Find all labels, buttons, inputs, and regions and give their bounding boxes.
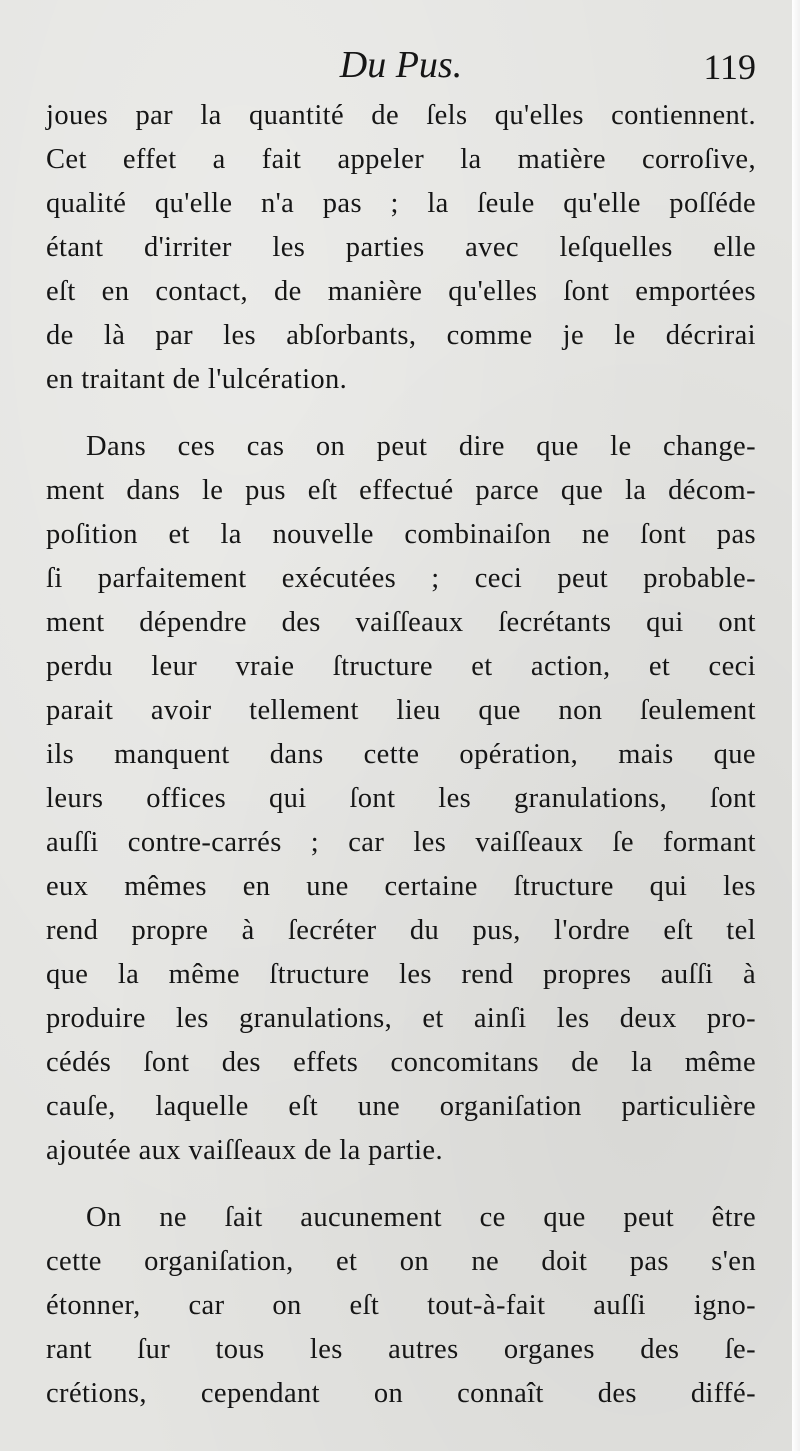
text-line: eux mêmes en une certaine ſtructure qui les xyxy=(46,871,756,902)
body-text xyxy=(46,94,756,1416)
text-line: cauſe, laquelle eſt une organiſation particulière xyxy=(46,1091,756,1122)
text-line: étonner, car on eſt tout-à-fait auſſi igno- xyxy=(46,1290,756,1321)
page-edge xyxy=(792,0,800,1451)
text-line: ment dans le pus eſt effectué parce que la décom- xyxy=(46,475,756,506)
text-line: qualité qu'elle n'a pas ; la ſeule qu'elle poſſéde xyxy=(46,188,756,219)
text-line: cédés ſont des effets concomitans de la même xyxy=(46,1047,756,1078)
text-line: parait avoir tellement lieu que non ſeulement xyxy=(46,695,756,726)
text-line: ment dépendre des vaiſſeaux ſecrétants qui ont xyxy=(46,607,756,638)
text-line: ils manquent dans cette opération, mais que xyxy=(46,739,756,770)
page-header xyxy=(46,40,756,100)
text-line: ajoutée aux vaiſſeaux de la partie. xyxy=(46,1135,443,1166)
text-line: poſition et la nouvelle combinaiſon ne ſont pas xyxy=(46,519,756,550)
text-line: rend propre à ſecréter du pus, l'ordre eſt tel xyxy=(46,915,756,946)
text-line: perdu leur vraie ſtructure et action, et ceci xyxy=(46,651,756,682)
text-line: Cet effet a fait appeler la matière corroſive, xyxy=(46,144,756,175)
text-line: ſi parfaitement exécutées ; ceci peut probable- xyxy=(46,563,756,594)
text-line: eſt en contact, de manière qu'elles ſont emportées xyxy=(46,276,756,307)
text-line: de là par les abſorbants, comme je le décrirai xyxy=(46,320,756,351)
text-line: produire les granulations, et ainſi les deux pro- xyxy=(46,1003,756,1034)
paragraph-gap xyxy=(46,1173,756,1196)
text-line: rant ſur tous les autres organes des ſe- xyxy=(46,1334,756,1365)
page-number: 119 xyxy=(703,47,756,87)
text-line: joues par la quantité de ſels qu'elles contiennent. xyxy=(46,100,756,131)
text-line: que la même ſtructure les rend propres auſſi à xyxy=(46,959,756,990)
text-line: Dans ces cas on peut dire que le change- xyxy=(86,431,756,462)
text-line: leurs offices qui ſont les granulations, ſont xyxy=(46,783,756,814)
text-line: auſſi contre-carrés ; car les vaiſſeaux ſe formant xyxy=(46,827,756,858)
running-title: Du Pus. xyxy=(339,44,463,86)
paragraph-gap xyxy=(46,402,756,425)
text-line: en traitant de l'ulcération. xyxy=(46,364,348,395)
text-line: cette organiſation, et on ne doit pas s'en xyxy=(46,1246,756,1277)
text-line: crétions, cependant on connaît des diffé- xyxy=(46,1378,756,1409)
text-line: étant d'irriter les parties avec leſquelles elle xyxy=(46,232,756,263)
text-line: On ne ſait aucunement ce que peut être xyxy=(86,1202,756,1233)
